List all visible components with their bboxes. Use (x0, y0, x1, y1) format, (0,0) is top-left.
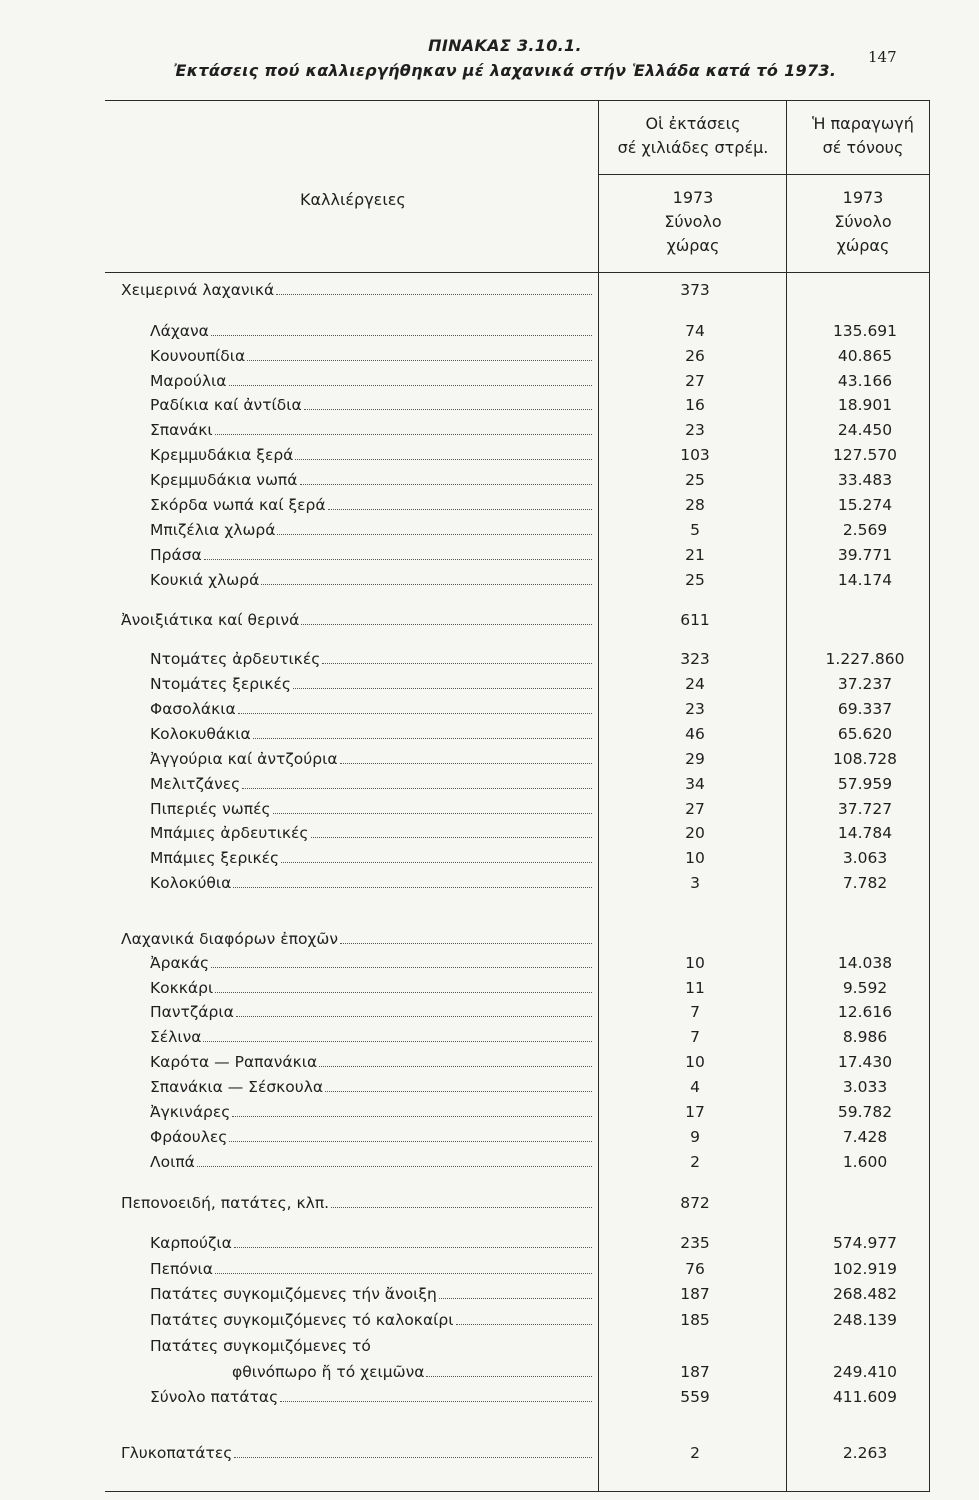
leader-dots (215, 1273, 592, 1274)
leader-dots (236, 1016, 592, 1017)
row-label (150, 1028, 592, 1046)
table-row (0, 342, 979, 368)
area-value: 559 (680, 1388, 710, 1406)
table-row (0, 745, 979, 771)
table-row (0, 516, 979, 542)
production-value: 411.609 (832, 1388, 898, 1406)
row-label-text: Πεπόνια (150, 1260, 213, 1278)
table-row (0, 466, 979, 492)
row-label-text: Ραδίκια καί ἀντίδια (150, 396, 302, 414)
production-value: 248.139 (832, 1311, 898, 1329)
row-label (150, 824, 592, 842)
row-label (150, 421, 592, 439)
leader-dots (234, 1247, 592, 1248)
header-production-total1: Σύνολο (834, 212, 892, 231)
leader-dots (301, 624, 592, 625)
production-value: 3.063 (842, 849, 888, 867)
area-value: 17 (685, 1103, 705, 1121)
row-label-text: Κολοκυθάκια (150, 725, 251, 743)
table-row (0, 441, 979, 467)
table-row (0, 844, 979, 870)
production-value: 14.784 (837, 824, 893, 842)
leader-dots (215, 992, 592, 993)
leader-dots (204, 559, 592, 560)
table-row (0, 1383, 979, 1409)
area-value: 74 (685, 322, 705, 340)
leader-dots (340, 943, 592, 944)
production-value: 57.959 (837, 775, 893, 793)
row-label (150, 1311, 592, 1329)
area-value: 611 (680, 611, 710, 629)
production-value: 249.410 (832, 1363, 898, 1381)
table-subtitle: Ἐκτάσεις πού καλλιεργήθηκαν μέ λαχανικά στήν Ἑλλάδα κατά τό 1973. (173, 61, 837, 80)
row-label-text: Πράσα (150, 546, 202, 564)
header-area-line1: Οἱ ἐκτάσεις (645, 114, 741, 133)
row-label (150, 372, 592, 390)
row-label-text: Λαχανικά διαφόρων ἐποχῶν (121, 930, 339, 948)
page-number: 147 (868, 48, 897, 66)
table-row (0, 1023, 979, 1049)
table-row (0, 566, 979, 592)
area-value: 10 (685, 1053, 705, 1071)
header-area-total1: Σύνολο (664, 212, 722, 231)
leader-dots (328, 509, 592, 510)
row-label-text: Μπιζέλια χλωρά (150, 521, 276, 539)
area-value: 2 (690, 1153, 700, 1171)
table-row (0, 416, 979, 442)
table-row (0, 367, 979, 393)
leader-dots (311, 837, 592, 838)
row-label (121, 1444, 592, 1462)
production-value: 24.450 (837, 421, 893, 439)
row-label (150, 396, 592, 414)
area-value: 187 (680, 1363, 710, 1381)
row-label (150, 471, 592, 489)
row-label-text: Πατάτες συγκομιζόμενες τό καλοκαίρι (150, 1311, 454, 1329)
leader-dots (232, 1116, 592, 1117)
row-label-text: Κουνουπίδια (150, 347, 246, 365)
production-value: 33.483 (837, 471, 893, 489)
leader-dots (211, 967, 592, 968)
row-label-text: Ντομάτες ξερικές (150, 675, 291, 693)
row-label-text: Ἀρακάς (150, 954, 210, 972)
row-label (150, 874, 592, 892)
row-label (121, 1194, 592, 1212)
production-value: 69.337 (837, 700, 893, 718)
table-row (0, 1439, 979, 1465)
area-value: 323 (680, 650, 710, 668)
leader-dots (280, 1401, 592, 1402)
production-value: 65.620 (837, 725, 893, 743)
leader-dots (211, 335, 592, 336)
area-value: 27 (685, 800, 705, 818)
production-value: 8.986 (842, 1028, 888, 1046)
table-row (0, 1306, 979, 1332)
production-value: 2.263 (842, 1444, 888, 1462)
table-row (0, 1148, 979, 1174)
row-label (150, 675, 592, 693)
row-label-text: Ἀγκινάρες (150, 1103, 231, 1121)
row-label-text: Κουκιά χλωρά (150, 571, 260, 589)
row-label-text: Σπανάκι (150, 421, 213, 439)
table-row (0, 770, 979, 796)
leader-dots (331, 1207, 592, 1208)
production-value: 108.728 (832, 750, 898, 768)
area-value: 25 (685, 571, 705, 589)
row-label-text: Καρπούζια (150, 1234, 232, 1252)
production-value: 14.038 (837, 954, 893, 972)
row-label-text: Κρεμμυδάκια ξερά (150, 446, 294, 464)
row-label-text: Λοιπά (150, 1153, 195, 1171)
table-row (0, 276, 979, 302)
leader-dots (293, 688, 592, 689)
row-label (150, 1388, 592, 1406)
area-value: 20 (685, 824, 705, 842)
table-row (0, 1123, 979, 1149)
table-row (0, 645, 979, 671)
row-label-text: Σκόρδα νωπά καί ξερά (150, 496, 326, 514)
table-row (0, 869, 979, 895)
table-row (0, 1189, 979, 1215)
row-label (150, 521, 592, 539)
header-area-year-block (600, 186, 786, 258)
area-value: 7 (690, 1003, 700, 1021)
production-value: 40.865 (837, 347, 893, 365)
row-label (150, 546, 592, 564)
row-label-text: Λάχανα (150, 322, 209, 340)
area-value: 4 (690, 1078, 700, 1096)
area-value: 2 (690, 1444, 700, 1462)
area-value: 185 (680, 1311, 710, 1329)
row-label-text: Πεπονοειδή, πατάτες, κλπ. (121, 1194, 330, 1212)
area-value: 11 (685, 979, 705, 997)
production-value: 1.600 (842, 1153, 888, 1171)
area-value: 28 (685, 496, 705, 514)
row-label (121, 930, 592, 948)
row-label-text: Μαρούλια (150, 372, 227, 390)
row-label-text: Μπάμιες ξερικές (150, 849, 280, 867)
table-row (0, 695, 979, 721)
leader-dots (242, 788, 592, 789)
production-value: 127.570 (832, 446, 898, 464)
production-value: 14.174 (837, 571, 893, 589)
leader-dots (229, 385, 592, 386)
production-value: 43.166 (837, 372, 893, 390)
row-label (150, 571, 592, 589)
table-row (0, 317, 979, 343)
row-label (150, 1128, 592, 1146)
production-value: 59.782 (837, 1103, 893, 1121)
production-value: 102.919 (832, 1260, 898, 1278)
table-row (0, 1337, 979, 1384)
row-label (150, 1053, 592, 1071)
table-row (0, 720, 979, 746)
header-area-column (600, 112, 786, 160)
row-label (150, 1103, 592, 1121)
leader-dots (247, 360, 592, 361)
row-label (150, 347, 592, 365)
leader-dots (238, 713, 592, 714)
row-label (150, 1003, 592, 1021)
leader-dots (325, 1091, 592, 1092)
production-value: 268.482 (832, 1285, 898, 1303)
leader-dots (304, 409, 592, 410)
row-label-text: Πατάτες συγκομιζόμενες τήν ἄνοιξη (150, 1285, 437, 1303)
row-label-text: Καρότα — Ραπανάκια (150, 1053, 318, 1071)
table-row (0, 795, 979, 821)
table-title: ΠΙΝΑΚΑΣ 3.10.1. (428, 36, 582, 55)
table-row (0, 606, 979, 632)
table-row (0, 541, 979, 567)
area-value: 27 (685, 372, 705, 390)
row-label-text: Μελιτζάνες (150, 775, 241, 793)
leader-dots (456, 1324, 593, 1325)
table-row (0, 1229, 979, 1255)
row-label-text: Σπανάκια — Σέσκουλα (150, 1078, 324, 1096)
row-label-text: Σύνολο πατάτας (150, 1388, 279, 1406)
leader-dots (273, 813, 592, 814)
row-label-text: Φράουλες (150, 1128, 228, 1146)
area-value: 235 (680, 1234, 710, 1252)
row-label (150, 650, 592, 668)
area-value: 23 (685, 421, 705, 439)
area-value: 24 (685, 675, 705, 693)
table-row (0, 974, 979, 1000)
row-label-text: Γλυκοπατάτες (121, 1444, 233, 1462)
row-label (150, 979, 592, 997)
production-value: 2.569 (842, 521, 888, 539)
table-row (0, 1255, 979, 1281)
row-label-text-line2: φθινόπωρο ἤ τό χειμῶνα (232, 1363, 425, 1381)
production-value: 7.428 (842, 1128, 888, 1146)
production-value: 574.977 (832, 1234, 898, 1252)
leader-dots (319, 1066, 592, 1067)
row-label (150, 954, 592, 972)
header-production-column (788, 112, 938, 160)
leader-dots (426, 1376, 592, 1377)
leader-dots (253, 738, 592, 739)
production-value: 18.901 (837, 396, 893, 414)
area-value: 103 (680, 446, 710, 464)
area-value: 29 (685, 750, 705, 768)
row-label (150, 496, 592, 514)
row-label-text: Ἀνοιξιάτικα καί θερινά (121, 611, 300, 629)
row-label (150, 750, 592, 768)
area-value: 5 (690, 521, 700, 539)
row-label (232, 1363, 592, 1381)
leader-dots (295, 459, 592, 460)
row-label-text: Ντομάτες ἀρδευτικές (150, 650, 321, 668)
row-label (121, 611, 592, 629)
row-label (150, 775, 592, 793)
area-value: 26 (685, 347, 705, 365)
production-value: 3.033 (842, 1078, 888, 1096)
header-area-year: 1973 (672, 188, 714, 207)
area-value: 16 (685, 396, 705, 414)
area-value: 7 (690, 1028, 700, 1046)
production-value: 1.227.860 (825, 650, 905, 668)
row-label (150, 1285, 592, 1303)
production-value: 135.691 (832, 322, 898, 340)
row-label-text: Μπάμιες ἀρδευτικές (150, 824, 309, 842)
row-label-text: Πατάτες συγκομιζόμενες τό (150, 1337, 371, 1355)
header-rule-bottom (105, 272, 930, 273)
area-value: 373 (680, 281, 710, 299)
leader-dots (229, 1141, 592, 1142)
table-row (0, 391, 979, 417)
row-label (150, 800, 592, 818)
row-label (150, 1234, 592, 1252)
leader-dots (276, 294, 592, 295)
table-row (0, 1048, 979, 1074)
row-label-text: Φασολάκια (150, 700, 236, 718)
row-label-text: Παντζάρια (150, 1003, 234, 1021)
area-value: 10 (685, 849, 705, 867)
row-label-text: Σέλινα (150, 1028, 202, 1046)
header-area-total2: χώρας (666, 236, 720, 255)
leader-dots (215, 434, 592, 435)
row-label (150, 700, 592, 718)
header-production-year-block (788, 186, 938, 258)
row-label-text: Κολοκύθια (150, 874, 232, 892)
leader-dots (300, 484, 593, 485)
header-production-year: 1973 (842, 188, 884, 207)
table-row (0, 670, 979, 696)
leader-dots (233, 887, 592, 888)
row-label (150, 1260, 592, 1278)
header-production-total2: χώρας (836, 236, 890, 255)
table-row (0, 949, 979, 975)
row-label (150, 1078, 592, 1096)
header-rule-mid (598, 174, 930, 175)
leader-dots (277, 534, 592, 535)
header-area-line2: σέ χιλιάδες στρέμ. (617, 138, 769, 157)
production-value: 39.771 (837, 546, 893, 564)
area-value: 21 (685, 546, 705, 564)
production-value: 9.592 (842, 979, 888, 997)
leader-dots (203, 1041, 592, 1042)
table-row (0, 925, 979, 951)
production-value: 17.430 (837, 1053, 893, 1071)
area-value: 25 (685, 471, 705, 489)
leader-dots (234, 1457, 592, 1458)
production-value: 37.727 (837, 800, 893, 818)
area-value: 34 (685, 775, 705, 793)
leader-dots (322, 663, 592, 664)
row-label-text: Χειμερινά λαχανικά (121, 281, 275, 299)
production-value: 7.782 (842, 874, 888, 892)
table-row (0, 998, 979, 1024)
production-value: 15.274 (837, 496, 893, 514)
area-value: 10 (685, 954, 705, 972)
row-label (150, 446, 592, 464)
row-label-line1 (150, 1337, 371, 1355)
table-row (0, 819, 979, 845)
table-row (0, 1280, 979, 1306)
table-row (0, 1098, 979, 1124)
header-crops-label: Καλλιέργειες (300, 190, 406, 209)
production-value: 37.237 (837, 675, 893, 693)
row-label-text: Πιπεριές νωπές (150, 800, 271, 818)
area-value: 187 (680, 1285, 710, 1303)
row-label (121, 281, 592, 299)
row-label (150, 1153, 592, 1171)
leader-dots (340, 763, 592, 764)
area-value: 23 (685, 700, 705, 718)
table-row (0, 491, 979, 517)
row-label-text: Ἀγγούρια καί ἀντζούρια (150, 750, 338, 768)
row-label (150, 725, 592, 743)
area-value: 76 (685, 1260, 705, 1278)
leader-dots (261, 584, 592, 585)
leader-dots (439, 1298, 592, 1299)
area-value: 46 (685, 725, 705, 743)
row-label (150, 849, 592, 867)
row-label-text: Κρεμμυδάκια νωπά (150, 471, 298, 489)
area-value: 3 (690, 874, 700, 892)
row-label-text: Κοκκάρι (150, 979, 214, 997)
area-value: 9 (690, 1128, 700, 1146)
header-production-line1: Ἡ παραγωγή (812, 114, 914, 133)
table-row (0, 1073, 979, 1099)
area-value: 872 (680, 1194, 710, 1212)
production-value: 12.616 (837, 1003, 893, 1021)
header-production-line2: σέ τόνους (822, 138, 904, 157)
leader-dots (281, 862, 592, 863)
row-label (150, 322, 592, 340)
leader-dots (197, 1166, 592, 1167)
